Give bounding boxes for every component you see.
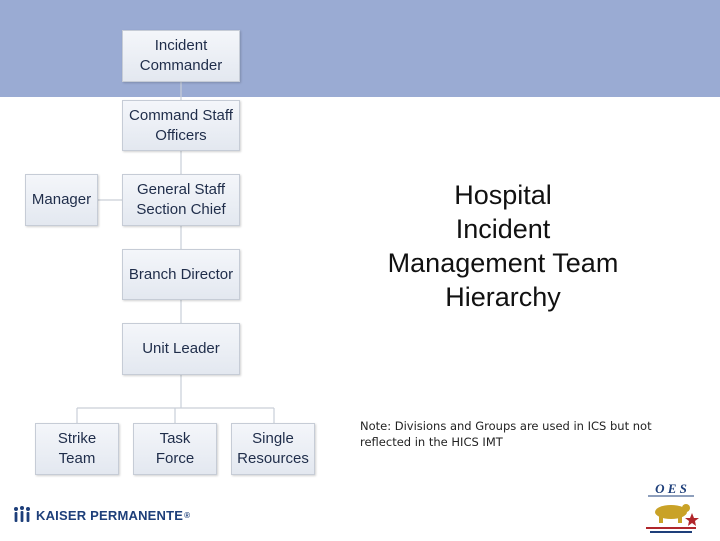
kaiser-people-icon: [12, 505, 32, 525]
task-force-box: [133, 423, 217, 475]
single-resources-label: Single Resources: [237, 430, 309, 467]
branch-director-label: Branch Director: [128, 265, 234, 283]
unit-leader-box: [122, 323, 240, 375]
branch-director-box: [122, 249, 240, 300]
incident-commander-box: [122, 30, 240, 82]
command-staff-box: [122, 100, 240, 151]
manager-label: Manager: [31, 191, 92, 208]
general-staff-label: General Staff Section Chief: [136, 181, 226, 218]
incident-commander-label: Incident Commander: [139, 37, 223, 74]
single-resources-box: [231, 423, 315, 475]
bear-emblem-icon: [655, 504, 690, 523]
kaiser-permanente-logo: [12, 505, 190, 525]
unit-leader-label: Unit Leader: [142, 340, 220, 357]
strike-team-box: [35, 423, 119, 475]
task-force-label: Task Force: [155, 430, 195, 467]
general-staff-box: [122, 174, 240, 226]
oes-seal-logo: [638, 480, 704, 536]
oes-wordmark: O E S: [655, 481, 687, 496]
kaiser-registered-mark: ®: [184, 510, 191, 520]
slide-title: Hospital Incident Management Team Hierarchy: [387, 180, 619, 312]
note-text: Note: Divisions and Groups are used in ICS but not reflected in the HICS IMT: [360, 419, 652, 449]
command-staff-label: Command Staff Officers: [129, 106, 233, 144]
red-star-icon: [685, 513, 699, 526]
kaiser-wordmark: KAISER PERMANENTE: [36, 507, 184, 523]
manager-box: [25, 174, 98, 226]
strike-team-label: Strike Team: [57, 430, 97, 467]
